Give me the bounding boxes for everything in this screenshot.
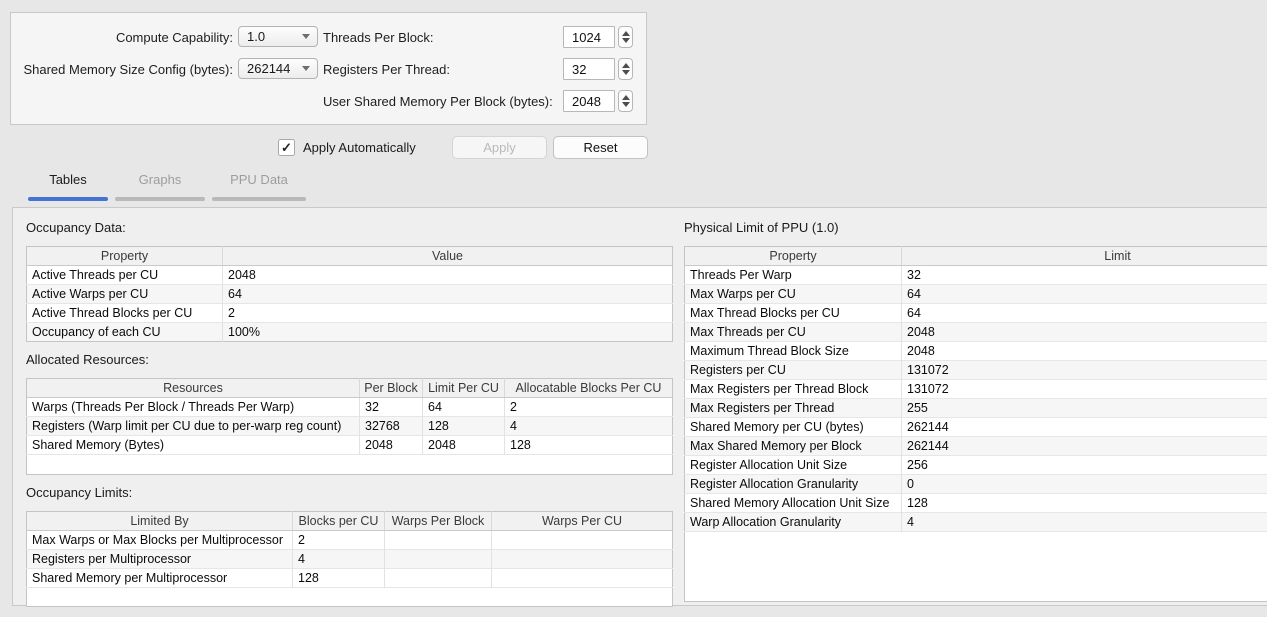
allocated-resources-table — [26, 378, 673, 475]
table-cell: 32768 — [360, 417, 423, 436]
column-header: Blocks per CU — [293, 512, 385, 531]
table-cell: 2048 — [360, 436, 423, 455]
occupancy-limits-table — [26, 511, 673, 607]
table-row — [27, 323, 673, 342]
table-row — [27, 569, 673, 588]
table-row — [685, 323, 1267, 342]
empty-row — [27, 455, 673, 475]
table-row — [685, 380, 1267, 399]
tab-indicator — [212, 197, 306, 201]
tab-indicator — [28, 197, 108, 201]
table-cell: Active Threads per CU — [27, 266, 223, 285]
shared-memory-config-label: Shared Memory Size Config (bytes): — [23, 62, 233, 77]
table-cell: Active Warps per CU — [27, 285, 223, 304]
shared-memory-config-dropdown[interactable] — [238, 58, 318, 79]
table-row — [685, 266, 1267, 285]
table-cell: 128 — [505, 436, 673, 455]
table-cell: Shared Memory (Bytes) — [27, 436, 360, 455]
table-row — [685, 437, 1267, 456]
table-cell — [385, 569, 492, 588]
user-shared-memory-stepper[interactable] — [618, 90, 633, 112]
table-row — [685, 456, 1267, 475]
table-cell: Max Registers per Thread — [685, 399, 902, 418]
table-cell: Max Warps or Max Blocks per Multiprocessor — [27, 531, 293, 550]
table-cell: Shared Memory per Multiprocessor — [27, 569, 293, 588]
table-cell: 2 — [505, 398, 673, 417]
stepper-down-icon — [622, 102, 630, 107]
table-cell: Threads Per Warp — [685, 266, 902, 285]
tab-graphs[interactable]: Graphs — [115, 172, 205, 201]
table-row — [27, 436, 673, 455]
stepper-up-icon — [622, 95, 630, 100]
empty-row — [685, 532, 1267, 602]
registers-per-thread-stepper[interactable] — [618, 58, 633, 80]
table-cell: Warp Allocation Granularity — [685, 513, 902, 532]
table-row — [685, 475, 1267, 494]
table-row — [27, 398, 673, 417]
table-cell: Shared Memory per CU (bytes) — [685, 418, 902, 437]
table-cell: 64 — [223, 285, 673, 304]
stepper-down-icon — [622, 38, 630, 43]
checkmark-icon: ✓ — [281, 139, 292, 155]
table-cell: Occupancy of each CU — [27, 323, 223, 342]
tab-ppu-data[interactable]: PPU Data — [212, 172, 306, 201]
apply-automatically-checkbox[interactable] — [278, 139, 295, 156]
threads-per-block-input[interactable] — [563, 26, 615, 48]
compute-capability-dropdown[interactable] — [238, 26, 318, 47]
table-cell: 131072 — [902, 380, 1267, 399]
table-cell: Register Allocation Unit Size — [685, 456, 902, 475]
view-tabs — [28, 172, 306, 201]
column-header: Property — [685, 247, 902, 266]
table-row — [685, 285, 1267, 304]
table-cell — [385, 550, 492, 569]
table-row — [27, 417, 673, 436]
table-row — [685, 361, 1267, 380]
stepper-down-icon — [622, 70, 630, 75]
occupancy-data-title: Occupancy Data: — [26, 220, 126, 235]
threads-per-block-label: Threads Per Block: — [323, 30, 434, 45]
reset-button[interactable]: Reset — [553, 136, 648, 159]
registers-per-thread-label: Registers Per Thread: — [323, 62, 450, 77]
stepper-up-icon — [622, 63, 630, 68]
table-cell: Register Allocation Granularity — [685, 475, 902, 494]
allocated-resources-title: Allocated Resources: — [26, 352, 149, 367]
shared-memory-config-value: 262144 — [247, 61, 291, 76]
table-cell: 262144 — [902, 437, 1267, 456]
table-cell: Max Threads per CU — [685, 323, 902, 342]
table-cell: 4 — [505, 417, 673, 436]
table-cell: 32 — [360, 398, 423, 417]
user-shared-memory-label: User Shared Memory Per Block (bytes): — [323, 94, 553, 109]
table-cell — [492, 531, 673, 550]
column-header: Limited By — [27, 512, 293, 531]
table-cell — [385, 531, 492, 550]
table-row — [685, 418, 1267, 437]
column-header: Allocatable Blocks Per CU — [505, 379, 673, 398]
table-cell: 2048 — [223, 266, 673, 285]
table-cell — [492, 550, 673, 569]
table-cell: Shared Memory Allocation Unit Size — [685, 494, 902, 513]
tab-tables[interactable]: Tables — [28, 172, 108, 201]
table-cell: Registers (Warp limit per CU due to per-warp reg count) — [27, 417, 360, 436]
table-row — [27, 531, 673, 550]
table-cell: Warps (Threads Per Block / Threads Per Warp) — [27, 398, 360, 417]
threads-per-block-stepper[interactable] — [618, 26, 633, 48]
compute-capability-label: Compute Capability: — [115, 30, 233, 45]
occupancy-settings-panel — [10, 12, 647, 125]
table-cell: 32 — [902, 266, 1267, 285]
table-row — [685, 399, 1267, 418]
column-header: Property — [27, 247, 223, 266]
table-row — [685, 513, 1267, 532]
table-cell: 131072 — [902, 361, 1267, 380]
column-header: Warps Per Block — [385, 512, 492, 531]
table-cell: 255 — [902, 399, 1267, 418]
chevron-down-icon — [302, 34, 310, 39]
column-header: Warps Per CU — [492, 512, 673, 531]
table-cell: 0 — [902, 475, 1267, 494]
table-cell: 4 — [902, 513, 1267, 532]
table-row — [27, 266, 673, 285]
empty-row — [27, 588, 673, 607]
table-cell: 64 — [902, 285, 1267, 304]
column-header: Resources — [27, 379, 360, 398]
table-cell — [492, 569, 673, 588]
column-header: Value — [223, 247, 673, 266]
table-cell: 128 — [423, 417, 505, 436]
table-cell: Max Registers per Thread Block — [685, 380, 902, 399]
stepper-up-icon — [622, 31, 630, 36]
table-cell: 4 — [293, 550, 385, 569]
table-cell: 64 — [902, 304, 1267, 323]
column-header: Limit Per CU — [423, 379, 505, 398]
table-cell: 100% — [223, 323, 673, 342]
table-cell: 262144 — [902, 418, 1267, 437]
table-cell: Active Thread Blocks per CU — [27, 304, 223, 323]
tables-view — [12, 207, 1267, 606]
column-header: Per Block — [360, 379, 423, 398]
apply-button[interactable]: Apply — [452, 136, 547, 159]
column-header: Limit — [902, 247, 1267, 266]
table-cell: 256 — [902, 456, 1267, 475]
tab-indicator — [115, 197, 205, 201]
table-cell: Registers per Multiprocessor — [27, 550, 293, 569]
occupancy-data-table — [26, 246, 673, 342]
table-cell: 64 — [423, 398, 505, 417]
table-cell: 2048 — [902, 342, 1267, 361]
physical-limit-table — [684, 246, 1267, 602]
table-row — [27, 550, 673, 569]
table-row — [685, 304, 1267, 323]
compute-capability-value: 1.0 — [247, 29, 266, 44]
table-row — [27, 285, 673, 304]
table-cell: Maximum Thread Block Size — [685, 342, 902, 361]
apply-automatically-label: Apply Automatically — [303, 140, 416, 155]
table-cell: 2 — [293, 531, 385, 550]
registers-per-thread-input[interactable] — [563, 58, 615, 80]
table-row — [685, 494, 1267, 513]
chevron-down-icon — [302, 66, 310, 71]
table-cell: Max Warps per CU — [685, 285, 902, 304]
table-cell: 2 — [223, 304, 673, 323]
table-cell: Max Thread Blocks per CU — [685, 304, 902, 323]
occupancy-limits-title: Occupancy Limits: — [26, 485, 133, 500]
table-cell: Registers per CU — [685, 361, 902, 380]
table-cell: 128 — [293, 569, 385, 588]
user-shared-memory-input[interactable] — [563, 90, 615, 112]
physical-limit-title: Physical Limit of PPU (1.0) — [684, 220, 839, 235]
table-cell: 128 — [902, 494, 1267, 513]
table-cell: 2048 — [423, 436, 505, 455]
table-row — [27, 304, 673, 323]
table-row — [685, 342, 1267, 361]
table-cell: Max Shared Memory per Block — [685, 437, 902, 456]
table-cell: 2048 — [902, 323, 1267, 342]
